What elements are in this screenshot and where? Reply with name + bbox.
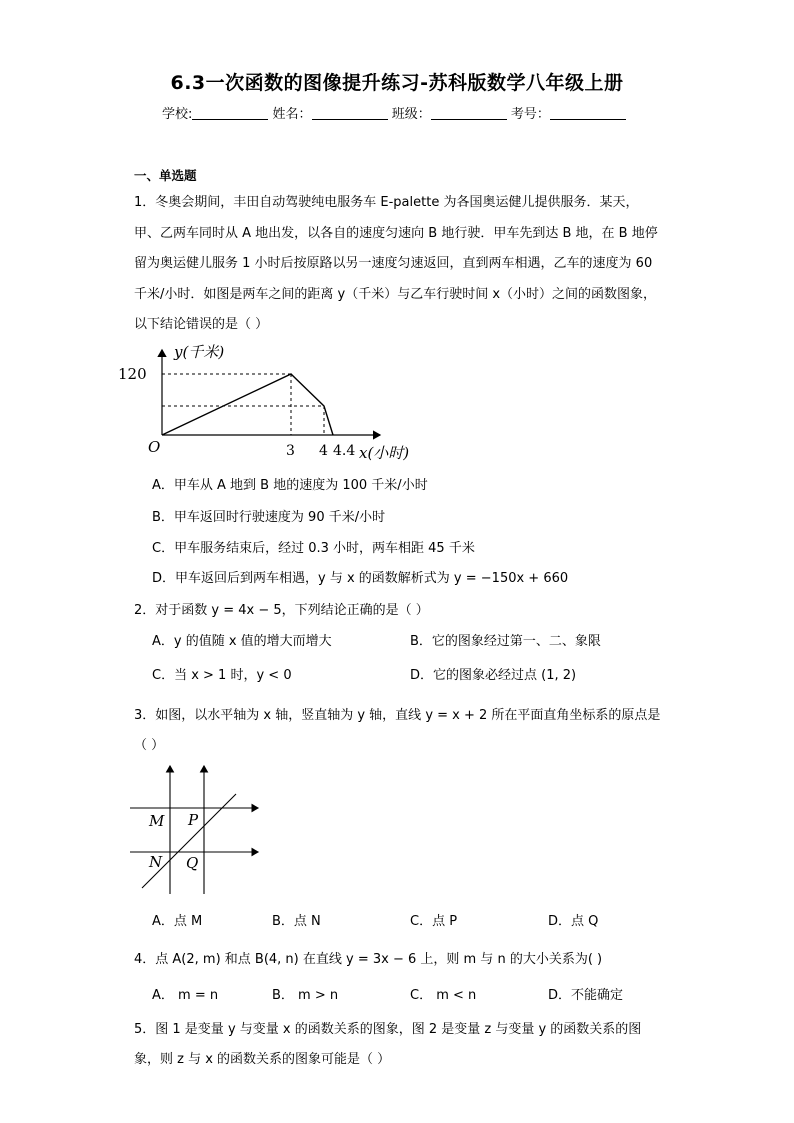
y-axis-label: y(千米) xyxy=(174,343,225,361)
name-label: 姓名： xyxy=(272,107,312,122)
q1-stem: 1．冬奥会期间，丰田自动驾驶纯电服务车 E-palette 为各国奥运健儿提供服务．某天，甲、乙两车同时从 A 地出发，以各自的速度匀速向 B 地行驶．甲车先到达 B 地，在 B 地停留为奥运健儿服务 1 小时后按原路以另一速度匀速返回，直到两车相遇，乙车的速度为 60 千米/小时．如图是两车之间的距离 y（千米）与乙车行驶时间 x（小时）之间的函数图象，以下结论错误的是（ ） xyxy=(134,195,658,332)
q4-option-c: C． m < n xyxy=(410,988,477,1003)
x-tick-4-4: 4.4 xyxy=(333,443,356,459)
q5-stem-line1: 5．图 1 是变量 y 与变量 x 的函数关系的图象，图 2 是变量 z 与变量 y 的函数关系的图 xyxy=(134,1022,642,1037)
q5-stem-line2: 象，则 z 与 x 的函数关系的图象可能是（ ） xyxy=(134,1052,391,1067)
distance-polyline xyxy=(162,374,333,435)
q2-option-c: C．当 x > 1 时，y < 0 xyxy=(152,668,292,683)
q3-stem-line2: （ ） xyxy=(134,738,165,753)
page-title: 6.3一次函数的图像提升练习-苏科版数学八年级上册 xyxy=(170,72,624,94)
q3-stem-line1: 3．如图，以水平轴为 x 轴，竖直轴为 y 轴，直线 y = x + 2 所在平面直角坐标系的原点是 xyxy=(134,708,661,723)
origin-label: O xyxy=(148,438,161,456)
x-tick-4: 4 xyxy=(319,443,328,459)
q2-option-b: B．它的图象经过第一、二、象限 xyxy=(410,634,601,649)
student-info-line xyxy=(162,103,626,122)
x-tick-3: 3 xyxy=(286,443,295,459)
q1-distance-time-graph xyxy=(118,340,440,470)
exam-number-label: 考号： xyxy=(510,107,550,122)
q3-axes-figure xyxy=(130,762,270,902)
q3-option-b: B．点 N xyxy=(272,914,321,929)
q1-option-a: A．甲车从 A 地到 B 地的速度为 100 千米/小时 xyxy=(152,478,428,493)
q4-stem: 4．点 A(2, m) 和点 B(4, n) 在直线 y = 3x − 6 上，则 m 与 n 的大小关系为( ) xyxy=(134,952,603,967)
q2-option-a: A．y 的值随 x 值的增大而增大 xyxy=(152,634,332,649)
q1-option-c: C．甲车服务结束后，经过 0.3 小时，两车相距 45 千米 xyxy=(152,541,475,556)
label-q: Q xyxy=(186,854,199,872)
label-m: M xyxy=(149,812,165,830)
q1-option-d: D．甲车返回后到两车相遇，y 与 x 的函数解析式为 y = −150x + 660 xyxy=(152,571,569,586)
q3-option-c: C．点 P xyxy=(410,914,458,929)
class-blank xyxy=(431,107,507,120)
q3-option-d: D．点 Q xyxy=(548,914,599,929)
section-heading: 一、单选题 xyxy=(134,168,197,183)
label-n: N xyxy=(149,853,163,871)
q3-option-a: A．点 M xyxy=(152,914,203,929)
school-blank xyxy=(192,107,268,120)
q4-option-b: B． m > n xyxy=(272,988,339,1003)
name-blank xyxy=(312,107,388,120)
school-label: 学校: xyxy=(162,107,193,122)
class-label: 班级： xyxy=(391,107,431,122)
q4-option-a: A． m = n xyxy=(152,988,219,1003)
q2-stem: 2．对于函数 y = 4x − 5，下列结论正确的是（ ） xyxy=(134,603,429,618)
y-tick-120: 120 xyxy=(118,365,147,383)
q1-option-b: B．甲车返回时行驶速度为 90 千米/小时 xyxy=(152,510,386,525)
q4-option-d: D．不能确定 xyxy=(548,988,624,1003)
label-p: P xyxy=(188,811,199,829)
x-axis-label: x(小时) xyxy=(359,444,410,462)
q2-option-d: D．它的图象必经过点 (1, 2) xyxy=(410,668,577,683)
exam-number-blank xyxy=(550,107,626,120)
